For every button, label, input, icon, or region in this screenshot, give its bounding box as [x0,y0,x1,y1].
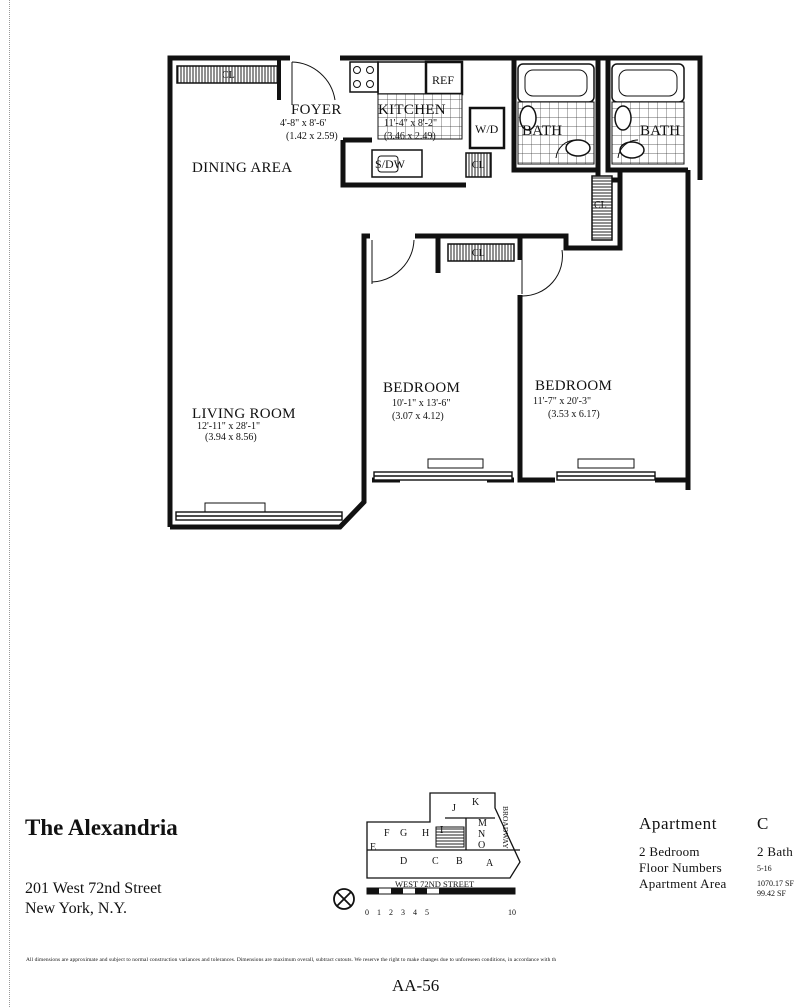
keyplan-wing-i: I [440,825,444,836]
apartment-label: Apartment [639,814,718,833]
keyplan-avenue-label: BROADWAY [501,806,510,849]
keyplan-wing-n: N [478,829,486,840]
apartment-letter: C [757,814,769,833]
scale-tick-1: 1 [377,908,381,917]
scale-tick-3: 3 [401,908,405,917]
bedroom-1-dim-ft: 10'-1" x 13'-6" [392,398,451,409]
apartment-area-sf: 1070.17 SF [757,879,794,888]
foyer-dim-ft: 4'-8" x 8'-6' [280,118,327,129]
bedroom-2-dim-m: (3.53 x 6.17) [548,409,600,420]
sink-dishwasher-label: S/DW [375,157,405,171]
keyplan-wing-g: G [400,828,408,839]
scale-tick-2: 2 [389,908,393,917]
kitchen-dim-m: (3.46 x 2.49) [384,131,436,142]
keyplan-wing-a: A [486,858,494,869]
keyplan-wing-m: M [478,818,487,829]
closet-label-bedroom: CL [472,248,485,259]
bedroom-count: 2 Bedroom [639,844,700,859]
keyplan-wing-o: O [478,840,486,851]
dining-area-label: DINING AREA [192,160,293,176]
kitchen-label: KITCHEN [378,102,446,118]
address-line-1: 201 West 72nd Street [25,880,162,897]
refrigerator-label: REF [432,73,455,87]
scale-tick-0: 0 [365,908,369,917]
address-line-2: New York, N.Y. [25,900,127,917]
keyplan-wing-c: C [432,856,439,867]
north-arrow-symbol [334,889,354,909]
keyplan-wing-k: K [472,797,480,808]
scale-tick-5: 5 [425,908,429,917]
bath-label-1: BATH [522,123,563,139]
keyplan-wing-f: F [384,828,390,839]
living-room-dim-m: (3.94 x 8.56) [205,432,257,443]
floor-numbers-value: 5-16 [757,864,772,873]
keyplan-wing-b: B [456,856,463,867]
bedroom-1-dim-m: (3.07 x 4.12) [392,411,444,422]
scale-tick-10: 10 [508,908,516,917]
kitchen-dim-ft: 11'-4" x 8'-2" [384,118,438,129]
keyplan-wing-h: H [422,828,430,839]
bedroom-1-label: BEDROOM [383,380,461,396]
keyplan-street-label: WEST 72ND STREET [395,879,475,889]
keyplan-wing-j: J [452,803,456,814]
apartment-area-label: Apartment Area [639,876,727,891]
closet-label-hall: CL [594,200,607,211]
disclaimer-text: All dimensions are approximate and subject to normal construction variances and tolerances. Dimensions are maximum overall, subtract cutouts. We reserve the right to make changes due to unforeseen conditions, in accordance with th [26,957,557,963]
plan-code: AA-56 [392,976,440,995]
closet-label-kitchen: CL [472,160,485,171]
building-name: The Alexandria [25,815,178,840]
apartment-area-net: 99.42 SF [757,889,786,898]
bath-count: 2 Bath [757,844,794,859]
keyplan-wing-e: E [370,842,377,853]
closet-label-main: CL [222,70,235,81]
floor-numbers-label: Floor Numbers [639,860,722,875]
living-room-label: LIVING ROOM [192,406,296,422]
foyer-label: FOYER [291,102,342,118]
bedroom-2-dim-ft: 11'-7" x 20'-3" [533,396,592,407]
bath-label-2: BATH [640,123,681,139]
bedroom-2-label: BEDROOM [535,378,613,394]
living-room-dim-ft: 12'-11" x 28'-1" [197,421,261,432]
washer-dryer-label: W/D [475,122,499,136]
foyer-dim-m: (1.42 x 2.59) [286,131,338,142]
scale-tick-4: 4 [413,908,417,917]
keyplan-wing-d: D [400,856,408,867]
